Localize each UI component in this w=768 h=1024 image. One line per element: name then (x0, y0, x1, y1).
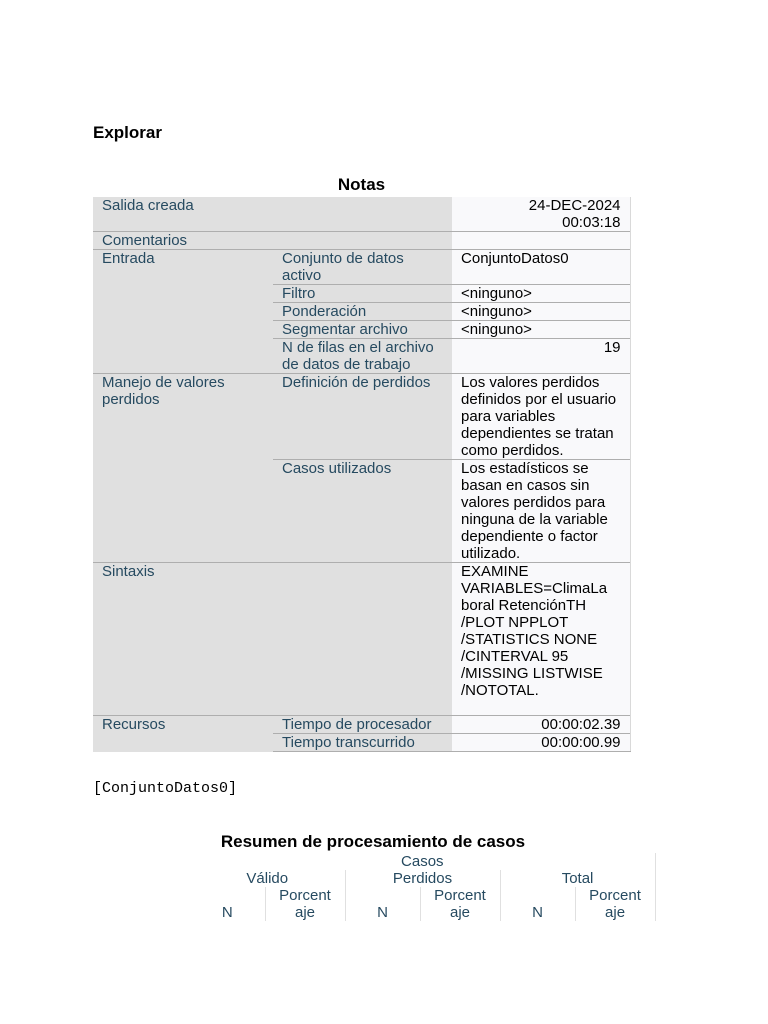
syntax-line: VARIABLES=ClimaLa (461, 580, 608, 597)
label-recursos: Recursos (93, 716, 273, 752)
notes-table (93, 197, 631, 752)
pct-line-2: aje (449, 904, 471, 921)
case-summary-table (190, 853, 656, 921)
value-salida-time: 00:03:18 (562, 214, 621, 231)
syntax-line: /STATISTICS NONE (461, 631, 598, 648)
label-salida-creada: Salida creada (93, 197, 452, 232)
header-casos: Casos (190, 853, 655, 870)
value-salida-creada (452, 197, 630, 232)
value-filtro: <ninguno> (452, 285, 630, 303)
label-ponderacion: Ponderación (273, 303, 452, 321)
pct-line-1: Porcent (434, 887, 486, 904)
row-definicion-perdidos (93, 374, 630, 460)
header-total-porcentaje (575, 887, 655, 921)
label-sintaxis: Sintaxis (93, 563, 452, 716)
label-n-filas: N de filas en el archivo de datos de trabajo (273, 339, 452, 374)
label-conjunto-datos: Conjunto de datos activo (273, 250, 452, 285)
row-comentarios (93, 232, 630, 250)
value-conjunto-datos: ConjuntoDatos0 (452, 250, 630, 285)
header-total: Total (500, 870, 655, 887)
summary-header-row-3 (190, 887, 655, 921)
label-entrada: Entrada (93, 250, 273, 374)
syntax-line: /PLOT NPPLOT (461, 614, 569, 631)
label-filtro: Filtro (273, 285, 452, 303)
pct-line-2: aje (605, 904, 626, 921)
label-segmentar: Segmentar archivo (273, 321, 452, 339)
header-valido-n: N (190, 887, 265, 921)
header-valido-porcentaje (265, 887, 345, 921)
header-perdidos-porcentaje (420, 887, 500, 921)
pct-line-1: Porcent (589, 887, 641, 904)
notes-table-title: Notas (337, 175, 386, 194)
value-casos-utilizados: Los estadísticos se basan en casos sin valores perdidos para ninguna de la variable dependiente o factor utilizado. (452, 460, 630, 563)
label-casos-utilizados: Casos utilizados (273, 460, 452, 563)
value-ponderacion: <ninguno> (452, 303, 630, 321)
syntax-line: /MISSING LISTWISE (461, 665, 603, 682)
label-comentarios: Comentarios (93, 232, 452, 250)
label-tiempo-transcurrido: Tiempo transcurrido (273, 734, 452, 752)
row-sintaxis (93, 563, 630, 716)
row-tiempo-procesador (93, 716, 630, 734)
header-perdidos-n: N (345, 887, 420, 921)
pct-line-1: Porcent (279, 887, 331, 904)
value-n-filas: 19 (452, 339, 630, 374)
header-valido: Válido (190, 870, 345, 887)
summary-table-title: Resumen de procesamiento de casos (220, 832, 526, 851)
value-segmentar: <ninguno> (452, 321, 630, 339)
syntax-line: EXAMINE (461, 563, 529, 580)
page-heading: Explorar (93, 123, 162, 142)
syntax-line: boral RetenciónTH (461, 597, 587, 614)
syntax-line: /NOTOTAL. (461, 682, 539, 699)
row-salida-creada (93, 197, 630, 232)
pct-line-2: aje (294, 904, 316, 921)
value-sintaxis (452, 563, 630, 716)
value-tiempo-transcurrido: 00:00:00.99 (452, 734, 630, 752)
header-perdidos: Perdidos (345, 870, 500, 887)
label-manejo-perdidos: Manejo de valores perdidos (93, 374, 273, 563)
dataset-reference: [ConjuntoDatos0] (93, 780, 238, 797)
value-comentarios (452, 232, 630, 250)
label-tiempo-procesador: Tiempo de procesador (273, 716, 452, 734)
value-tiempo-procesador: 00:00:02.39 (452, 716, 630, 734)
header-total-n: N (500, 887, 575, 921)
value-salida-date: 24-DEC-2024 (528, 197, 621, 214)
summary-header-row-2 (190, 870, 655, 887)
row-conjunto-datos (93, 250, 630, 285)
value-definicion-perdidos: Los valores perdidos definidos por el usuario para variables dependientes se tratan como perdidos. (452, 374, 630, 460)
summary-header-row-1 (190, 853, 655, 870)
label-definicion-perdidos: Definición de perdidos (273, 374, 452, 460)
syntax-line: /CINTERVAL 95 (461, 648, 569, 665)
